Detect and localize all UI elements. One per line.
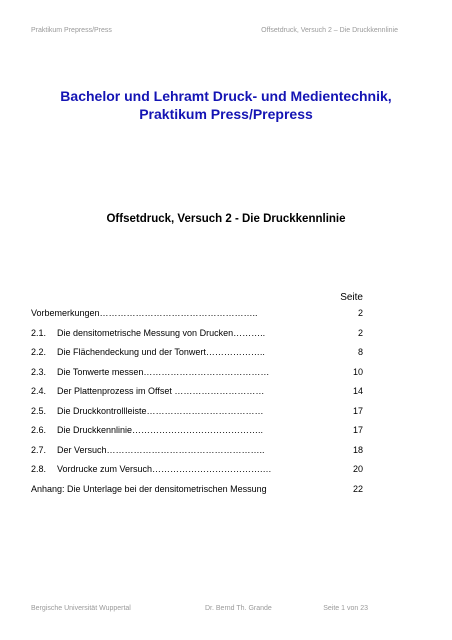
toc-entry-page: 22 [352, 483, 363, 494]
toc-entry-page: 2 [357, 327, 363, 338]
toc-entry-label: Der Plattenprozess im Offset ………………………… [57, 386, 265, 396]
toc-entry-label: Die Tonwerte messen…………………………………… [57, 366, 270, 377]
running-header-left: Praktikum Prepress/Press [31, 27, 112, 34]
footer-page-number: Seite 1 von 23 [323, 605, 368, 612]
toc-entry [31, 484, 363, 504]
toc-entry [31, 308, 363, 328]
toc-entry [31, 328, 363, 348]
document-subtitle: Offsetdruck, Versuch 2 - Die Druckkennlinie [106, 213, 346, 225]
toc-entry-label: Die densitometrische Messung von Drucken……….. [57, 327, 266, 338]
toc-entry-page: 17 [352, 425, 363, 435]
toc-entry [31, 347, 363, 367]
toc-entry [31, 425, 363, 445]
title-line-1: Bachelor und Lehramt Druck- und Medientechnik, [60, 88, 392, 104]
toc-entry-number: 2.8. [31, 464, 47, 474]
toc-entry-label: Vorbemerkungen…………………………………………….. [31, 308, 258, 318]
toc-entry-number: 2.1. [31, 327, 47, 338]
toc-entry-page: 10 [352, 366, 363, 377]
toc-entry-page: 2 [357, 308, 363, 318]
toc-entry-number: 2.5. [31, 405, 47, 416]
toc-entry-number: 2.3. [31, 366, 47, 377]
toc-entry [31, 386, 363, 406]
toc-entry-page: 14 [352, 386, 363, 396]
toc-entry [31, 367, 363, 387]
toc-entry-page: 17 [352, 405, 363, 416]
toc-entry-label: Die Druckkennlinie…………………………………….. [57, 425, 264, 435]
toc-page-column-header: Seite [340, 292, 363, 303]
toc-entry-label: Anhang: Die Unterlage bei der densitometrischen Messung [31, 483, 267, 494]
toc-entry-label: Vordrucke zum Versuch……………………………….… [57, 464, 272, 474]
toc-entry-label: Die Druckkontrollleiste………………………………… [57, 405, 264, 416]
toc-entry-number: 2.7. [31, 444, 47, 455]
toc-entry-page: 18 [352, 444, 363, 455]
toc-entry-number: 2.2. [31, 347, 47, 357]
footer-institution: Bergische Universität Wuppertal [31, 605, 131, 612]
document-title [0, 87, 452, 123]
toc-entry-page: 8 [357, 347, 363, 357]
toc-entry-number: 2.6. [31, 425, 47, 435]
toc-entry-page: 20 [352, 464, 363, 474]
table-of-contents [31, 288, 363, 503]
toc-entry [31, 464, 363, 484]
toc-entry-number: 2.4. [31, 386, 47, 396]
toc-entry-label: Die Flächendeckung und der Tonwert……………….. [57, 347, 265, 357]
toc-entry [31, 406, 363, 426]
toc-entry [31, 445, 363, 465]
title-line-2: Praktikum Press/Prepress [139, 106, 313, 122]
running-header-right: Offsetdruck, Versuch 2 – Die Druckkennlinie [261, 27, 398, 34]
toc-entry-label: Der Versuch…………………………………………….. [57, 444, 265, 455]
footer-author: Dr. Bernd Th. Grande [205, 605, 272, 612]
